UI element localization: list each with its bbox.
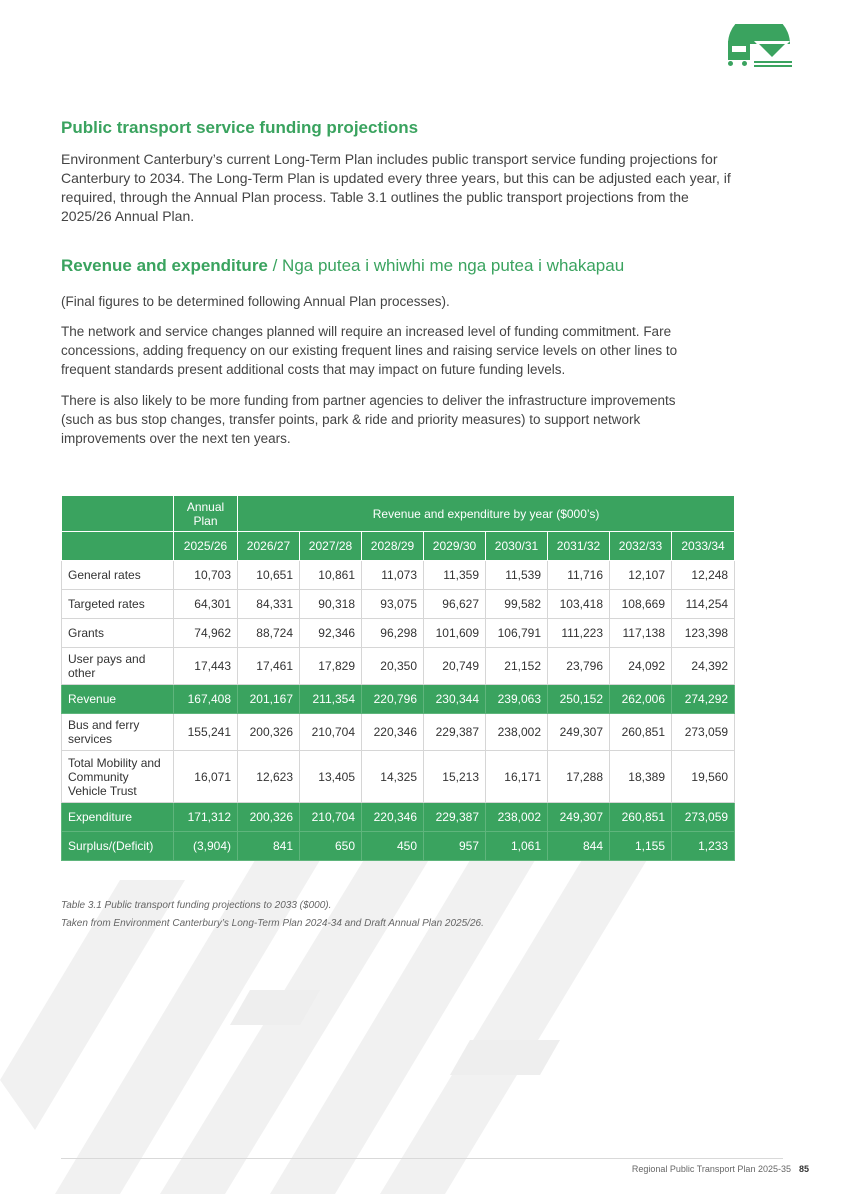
table-cell: 21,152: [486, 648, 548, 685]
table-header-row-years: [62, 532, 735, 561]
row-label: Grants: [62, 619, 174, 648]
table-header-row-group: [62, 496, 735, 532]
table-cell: 17,288: [548, 751, 610, 803]
table-cell: 200,326: [238, 803, 300, 832]
table-cell: 12,623: [238, 751, 300, 803]
table-cell: 108,669: [610, 590, 672, 619]
year-header: 2028/29: [362, 532, 424, 561]
table-cell: 239,063: [486, 685, 548, 714]
table-cell: 229,387: [424, 714, 486, 751]
table-cell: 11,539: [486, 561, 548, 590]
table-cell: 249,307: [548, 803, 610, 832]
table-cell: 201,167: [238, 685, 300, 714]
table-cell: 229,387: [424, 803, 486, 832]
table-cell: 167,408: [174, 685, 238, 714]
table-row: [62, 714, 735, 751]
table-row: [62, 619, 735, 648]
row-label: Bus and ferry services: [62, 714, 174, 751]
table-cell: 220,346: [362, 803, 424, 832]
table-row: [62, 590, 735, 619]
year-header: 2026/27: [238, 532, 300, 561]
table-cell: 260,851: [610, 803, 672, 832]
table-cell: 155,241: [174, 714, 238, 751]
table-cell: 106,791: [486, 619, 548, 648]
table-cell: 88,724: [238, 619, 300, 648]
table-cell: 99,582: [486, 590, 548, 619]
table-header-blank: [62, 532, 174, 561]
table-cell: 260,851: [610, 714, 672, 751]
caption-line-1: Table 3.1 Public transport funding projections to 2033 ($000).: [61, 900, 332, 911]
intro-paragraph: Environment Canterbury’s current Long-Term Plan includes public transport service funding projections for Canterbury to 2034. The Long-Term Plan is updated every three years, but this can be adjusted each year, if required, through the Annual Plan process. Table 3.1 outlines the public transport projections from the 2025/26 Annual Plan.: [61, 151, 731, 224]
table-cell: 220,796: [362, 685, 424, 714]
subsection-title-maori: / Nga putea i whiwhi me nga putea i whakapau: [267, 256, 625, 275]
table-cell: 238,002: [486, 803, 548, 832]
table-cell: 96,298: [362, 619, 424, 648]
table-row: [62, 832, 735, 861]
table-cell: 220,346: [362, 714, 424, 751]
table-cell: 64,301: [174, 590, 238, 619]
funding-projections-table: [61, 495, 735, 861]
table-cell: 20,350: [362, 648, 424, 685]
table-cell: 17,829: [300, 648, 362, 685]
table-cell: 24,392: [672, 648, 735, 685]
table-body: [62, 561, 735, 861]
page-number: 85: [798, 1164, 809, 1174]
row-label: Surplus/(Deficit): [62, 832, 174, 861]
table-cell: 19,560: [672, 751, 735, 803]
table-cell: 93,075: [362, 590, 424, 619]
table-cell: 650: [300, 832, 362, 861]
table-row: [62, 648, 735, 685]
table-cell: 17,443: [174, 648, 238, 685]
paragraph-partner-funding: There is also likely to be more funding from partner agencies to deliver the infrastructure improvements (such as bus stop changes, transfer points, park & ride and priority measures) to support network improvements over the next ten years.: [61, 393, 676, 446]
page-footer: [632, 1164, 809, 1174]
section-title: Public transport service funding projections: [61, 118, 419, 137]
table-cell: 96,627: [424, 590, 486, 619]
table-cell: (3,904): [174, 832, 238, 861]
table-cell: 957: [424, 832, 486, 861]
table-cell: 11,073: [362, 561, 424, 590]
subsection-title-english: Revenue and expenditure: [61, 256, 268, 275]
table-cell: 90,318: [300, 590, 362, 619]
year-header: 2032/33: [610, 532, 672, 561]
table-cell: 114,254: [672, 590, 735, 619]
table-cell: 450: [362, 832, 424, 861]
group-header: Revenue and expenditure by year ($000’s): [238, 496, 735, 532]
table-cell: 250,152: [548, 685, 610, 714]
table-cell: 262,006: [610, 685, 672, 714]
transport-logo-icon: [724, 24, 794, 70]
paragraph-final-figures: (Final figures to be determined following Annual Plan processes).: [61, 294, 450, 309]
footer-divider: [61, 1158, 783, 1159]
table-cell: 273,059: [672, 714, 735, 751]
table-cell: 841: [238, 832, 300, 861]
year-header: 2027/28: [300, 532, 362, 561]
table-cell: 210,704: [300, 714, 362, 751]
table-cell: 92,346: [300, 619, 362, 648]
row-label: General rates: [62, 561, 174, 590]
table-cell: 11,716: [548, 561, 610, 590]
table-cell: 249,307: [548, 714, 610, 751]
footer-doc-title: Regional Public Transport Plan 2025-35: [631, 1164, 791, 1174]
table-cell: 210,704: [300, 803, 362, 832]
year-header: 2025/26: [174, 532, 238, 561]
table-caption: [61, 897, 484, 933]
table-cell: 273,059: [672, 803, 735, 832]
table-header-blank: [62, 496, 174, 532]
table-cell: 24,092: [610, 648, 672, 685]
table-cell: 101,609: [424, 619, 486, 648]
table-cell: 20,749: [424, 648, 486, 685]
table-cell: 14,325: [362, 751, 424, 803]
table-row: [62, 685, 735, 714]
table-cell: 15,213: [424, 751, 486, 803]
year-header: 2033/34: [672, 532, 735, 561]
table-cell: 844: [548, 832, 610, 861]
table-cell: 74,962: [174, 619, 238, 648]
table-row: [62, 803, 735, 832]
table-cell: 1,061: [486, 832, 548, 861]
table-cell: 17,461: [238, 648, 300, 685]
row-label: User pays and other: [62, 648, 174, 685]
table-cell: 84,331: [238, 590, 300, 619]
table-cell: 230,344: [424, 685, 486, 714]
table-cell: 23,796: [548, 648, 610, 685]
table-cell: 18,389: [610, 751, 672, 803]
annual-plan-header: Annual Plan: [174, 496, 238, 532]
table-cell: 16,071: [174, 751, 238, 803]
table-cell: 10,651: [238, 561, 300, 590]
year-header: 2030/31: [486, 532, 548, 561]
table-cell: 10,861: [300, 561, 362, 590]
table-cell: 16,171: [486, 751, 548, 803]
table-cell: 12,248: [672, 561, 735, 590]
table-cell: 13,405: [300, 751, 362, 803]
table-cell: 274,292: [672, 685, 735, 714]
row-label: Total Mobility and Community Vehicle Trust: [62, 751, 174, 803]
table-cell: 117,138: [610, 619, 672, 648]
table-cell: 103,418: [548, 590, 610, 619]
table-cell: 238,002: [486, 714, 548, 751]
table-row: [62, 751, 735, 803]
table-cell: 171,312: [174, 803, 238, 832]
table-cell: 11,359: [424, 561, 486, 590]
year-header: 2031/32: [548, 532, 610, 561]
table-cell: 200,326: [238, 714, 300, 751]
table-cell: 1,233: [672, 832, 735, 861]
table-cell: 211,354: [300, 685, 362, 714]
table-cell: 123,398: [672, 619, 735, 648]
year-header: 2029/30: [424, 532, 486, 561]
table-cell: 111,223: [548, 619, 610, 648]
table-cell: 1,155: [610, 832, 672, 861]
row-label: Targeted rates: [62, 590, 174, 619]
paragraph-network-changes: The network and service changes planned will require an increased level of funding commitment. Fare concessions, adding frequency on our existing frequent lines and raising service levels on other lines to frequent standards present additional costs that may impact on future funding levels.: [61, 324, 678, 377]
table-cell: 12,107: [610, 561, 672, 590]
row-label: Revenue: [62, 685, 174, 714]
subsection-title: [61, 256, 624, 276]
table-row: [62, 561, 735, 590]
table-cell: 10,703: [174, 561, 238, 590]
row-label: Expenditure: [62, 803, 174, 832]
caption-line-2: Taken from Environment Canterbury’s Long-Term Plan 2024-34 and Draft Annual Plan 2025/26.: [61, 918, 484, 929]
